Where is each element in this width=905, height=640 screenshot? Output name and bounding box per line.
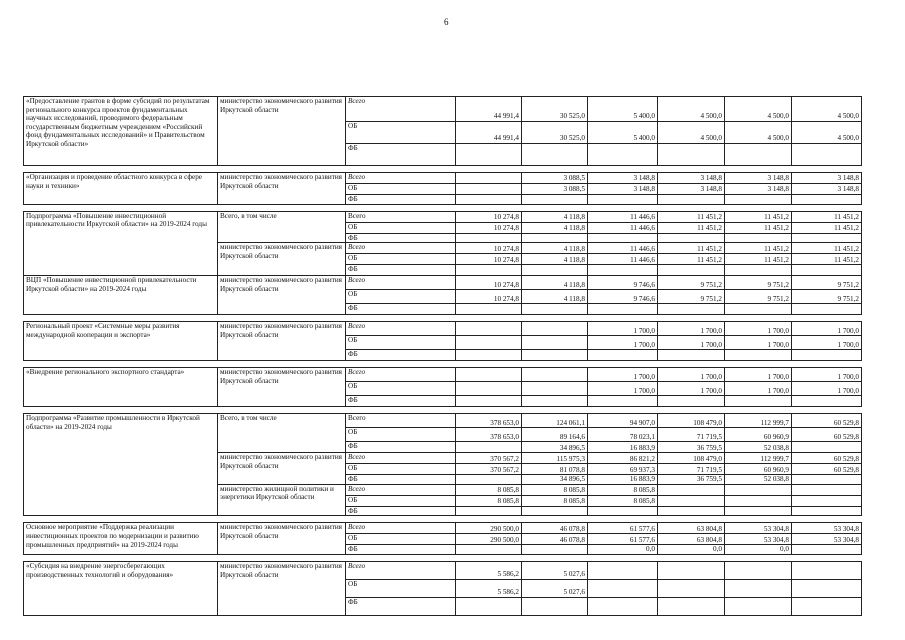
amount-cell <box>725 304 792 315</box>
block-gap <box>24 407 862 414</box>
amount-cell <box>522 545 588 555</box>
amount-cell: 60 960,9 <box>725 428 792 442</box>
funding-source-cell: Всего <box>346 368 456 382</box>
amount-cell: 8 085,8 <box>456 495 522 506</box>
amount-cell: 9 751,2 <box>725 276 792 290</box>
amount-cell: 60 960,9 <box>725 464 792 475</box>
program-name-cell: Подпрограмма «Развитие промышленности в Иркутской области» на 2019-2024 годы <box>24 414 218 516</box>
block-gap <box>24 554 862 561</box>
amount-cell: 94 907,0 <box>588 414 658 428</box>
amount-cell: 9 751,2 <box>725 290 792 304</box>
table-row <box>24 276 862 290</box>
amount-cell: 8 085,8 <box>456 484 522 495</box>
amount-cell: 8 085,8 <box>588 495 658 506</box>
amount-cell: 11 451,2 <box>725 254 792 265</box>
amount-cell: 4 500,0 <box>658 97 725 122</box>
amount-cell: 5 027,6 <box>522 579 588 597</box>
amount-cell: 124 061,1 <box>522 414 588 428</box>
amount-cell: 9 746,6 <box>588 290 658 304</box>
amount-cell: 4 118,8 <box>522 243 588 254</box>
funding-source-cell: ОБ <box>346 428 456 442</box>
gap-cell <box>24 315 862 322</box>
funding-source-cell: ОБ <box>346 382 456 396</box>
amount-cell <box>725 195 792 205</box>
amount-cell: 30 525,0 <box>522 97 588 122</box>
amount-cell: 3 088,5 <box>522 173 588 184</box>
amount-cell: 44 991,4 <box>456 122 522 144</box>
funding-source-cell: ФБ <box>346 545 456 555</box>
funding-source-cell: ФБ <box>346 304 456 315</box>
amount-cell: 9 751,2 <box>792 290 862 304</box>
amount-cell <box>792 506 862 516</box>
budget-table <box>23 96 862 616</box>
program-name-cell: «Предоставление грантов в форме субсидий по результатам регионального конкурса проектов фундаментальных научных исследований, проводимого федеральным государственным бюджетным учреждением «Российский фонд фундаментальных исследований» и Правительством Иркутской области» <box>24 97 218 166</box>
amount-cell: 89 164,6 <box>522 428 588 442</box>
funding-source-cell: ОБ <box>346 290 456 304</box>
amount-cell <box>588 506 658 516</box>
program-name-cell: Региональный проект «Системные меры развития международной кооперации и экспорта» <box>24 322 218 361</box>
amount-cell: 290 500,0 <box>456 523 522 534</box>
amount-cell: 11 451,2 <box>792 243 862 254</box>
amount-cell: 36 759,5 <box>658 442 725 453</box>
executor-cell: министерство экономического развития Иркутской области <box>218 276 346 315</box>
amount-cell <box>456 396 522 407</box>
amount-cell <box>588 350 658 361</box>
amount-cell <box>588 195 658 205</box>
amount-cell: 53 304,8 <box>792 523 862 534</box>
amount-cell: 4 500,0 <box>792 97 862 122</box>
amount-cell: 36 759,5 <box>658 475 725 485</box>
funding-source-cell: ФБ <box>346 195 456 205</box>
funding-source-cell: ФБ <box>346 475 456 485</box>
amount-cell: 52 038,8 <box>725 442 792 453</box>
funding-source-cell: ФБ <box>346 144 456 166</box>
amount-cell: 1 700,0 <box>658 382 725 396</box>
amount-cell: 1 700,0 <box>792 382 862 396</box>
amount-cell: 0,0 <box>588 545 658 555</box>
amount-cell: 0,0 <box>658 545 725 555</box>
amount-cell: 378 653,0 <box>456 428 522 442</box>
amount-cell: 46 078,8 <box>522 523 588 534</box>
amount-cell: 11 451,2 <box>658 254 725 265</box>
table-row <box>24 368 862 382</box>
amount-cell: 63 804,8 <box>658 534 725 545</box>
table-row <box>24 561 862 579</box>
amount-cell <box>588 233 658 243</box>
amount-cell <box>658 144 725 166</box>
amount-cell: 53 304,8 <box>792 534 862 545</box>
funding-source-cell: Всего <box>346 523 456 534</box>
amount-cell <box>456 368 522 382</box>
amount-cell: 11 451,2 <box>725 243 792 254</box>
amount-cell <box>522 350 588 361</box>
executor-cell: министерство экономического развития Иркутской области <box>218 322 346 361</box>
amount-cell: 3 148,8 <box>588 173 658 184</box>
amount-cell <box>588 561 658 579</box>
amount-cell <box>588 265 658 276</box>
amount-cell <box>456 475 522 485</box>
amount-cell: 1 700,0 <box>588 368 658 382</box>
amount-cell <box>658 265 725 276</box>
amount-cell <box>792 484 862 495</box>
gap-cell <box>24 407 862 414</box>
amount-cell: 10 274,8 <box>456 254 522 265</box>
block-gap <box>24 166 862 173</box>
funding-source-cell: Всего <box>346 243 456 254</box>
amount-cell <box>522 597 588 615</box>
funding-source-cell: Всего <box>346 484 456 495</box>
amount-cell <box>658 233 725 243</box>
amount-cell <box>725 233 792 243</box>
amount-cell: 1 700,0 <box>725 322 792 336</box>
amount-cell <box>456 336 522 350</box>
amount-cell: 4 118,8 <box>522 254 588 265</box>
amount-cell <box>725 579 792 597</box>
amount-cell <box>658 561 725 579</box>
amount-cell: 3 148,8 <box>792 184 862 195</box>
amount-cell <box>456 506 522 516</box>
amount-cell <box>456 144 522 166</box>
amount-cell: 63 804,8 <box>658 523 725 534</box>
amount-cell: 5 027,6 <box>522 561 588 579</box>
amount-cell: 11 451,2 <box>658 222 725 233</box>
amount-cell: 16 883,9 <box>588 442 658 453</box>
program-name-cell: «Организация и проведение областного конкурса в сфере науки и техники» <box>24 173 218 205</box>
amount-cell: 60 529,8 <box>792 453 862 464</box>
amount-cell: 108 479,0 <box>658 414 725 428</box>
amount-cell: 10 274,8 <box>456 243 522 254</box>
amount-cell <box>456 173 522 184</box>
amount-cell: 112 999,7 <box>725 414 792 428</box>
amount-cell: 370 567,2 <box>456 453 522 464</box>
amount-cell <box>658 495 725 506</box>
amount-cell: 3 088,5 <box>522 184 588 195</box>
amount-cell: 8 085,8 <box>522 484 588 495</box>
block-gap <box>24 204 862 211</box>
amount-cell: 10 274,8 <box>456 276 522 290</box>
executor-cell: Всего, в том числе <box>218 414 346 453</box>
amount-cell: 9 751,2 <box>658 290 725 304</box>
amount-cell: 3 148,8 <box>588 184 658 195</box>
funding-source-cell: ОБ <box>346 579 456 597</box>
program-name-cell: Основное мероприятие «Поддержка реализации инвестиционных проектов по модернизации и развитию промышленных предприятий» на 2019-2024 годы <box>24 523 218 555</box>
amount-cell <box>456 350 522 361</box>
amount-cell: 4 500,0 <box>792 122 862 144</box>
amount-cell: 11 451,2 <box>792 211 862 222</box>
executor-cell: Всего, в том числе <box>218 211 346 243</box>
amount-cell: 34 896,5 <box>522 475 588 485</box>
program-name-cell: «Внедрение регионального экспортного стандарта» <box>24 368 218 407</box>
funding-source-cell: ОБ <box>346 122 456 144</box>
amount-cell <box>725 506 792 516</box>
amount-cell: 9 751,2 <box>658 276 725 290</box>
funding-source-cell: ФБ <box>346 350 456 361</box>
block-gap <box>24 361 862 368</box>
table-row <box>24 322 862 336</box>
funding-source-cell: ОБ <box>346 534 456 545</box>
amount-cell <box>725 495 792 506</box>
amount-cell: 4 118,8 <box>522 276 588 290</box>
executor-cell: министерство экономического развития Иркутской области <box>218 97 346 166</box>
amount-cell: 108 479,0 <box>658 453 725 464</box>
gap-cell <box>24 166 862 173</box>
funding-source-cell: ФБ <box>346 442 456 453</box>
gap-cell <box>24 516 862 523</box>
amount-cell <box>522 322 588 336</box>
gap-cell <box>24 554 862 561</box>
amount-cell <box>456 265 522 276</box>
amount-cell <box>792 561 862 579</box>
table-row <box>24 97 862 122</box>
amount-cell <box>792 597 862 615</box>
amount-cell: 3 148,8 <box>725 184 792 195</box>
amount-cell <box>522 233 588 243</box>
amount-cell: 1 700,0 <box>792 368 862 382</box>
amount-cell: 11 451,2 <box>658 211 725 222</box>
amount-cell <box>792 233 862 243</box>
amount-cell <box>522 336 588 350</box>
amount-cell: 1 700,0 <box>725 382 792 396</box>
amount-cell <box>522 368 588 382</box>
amount-cell <box>522 265 588 276</box>
executor-cell: министерство экономического развития Иркутской области <box>218 368 346 407</box>
amount-cell: 115 975,3 <box>522 453 588 464</box>
amount-cell: 1 700,0 <box>725 336 792 350</box>
amount-cell: 53 304,8 <box>725 523 792 534</box>
amount-cell: 10 274,8 <box>456 290 522 304</box>
program-name-cell: Подпрограмма «Повышение инвестиционной привлекательности Иркутской области» на 2019-2024 годы <box>24 211 218 276</box>
amount-cell <box>522 144 588 166</box>
amount-cell <box>588 396 658 407</box>
amount-cell: 61 577,6 <box>588 523 658 534</box>
amount-cell <box>725 396 792 407</box>
amount-cell <box>456 233 522 243</box>
amount-cell: 370 567,2 <box>456 464 522 475</box>
amount-cell: 11 451,2 <box>725 211 792 222</box>
amount-cell: 3 148,8 <box>658 184 725 195</box>
amount-cell <box>725 597 792 615</box>
amount-cell: 1 700,0 <box>658 322 725 336</box>
amount-cell <box>658 597 725 615</box>
amount-cell: 11 446,6 <box>588 211 658 222</box>
amount-cell <box>658 484 725 495</box>
amount-cell <box>522 506 588 516</box>
amount-cell: 11 451,2 <box>725 222 792 233</box>
amount-cell <box>456 184 522 195</box>
amount-cell <box>658 350 725 361</box>
executor-cell: министерство экономического развития Иркутской области <box>218 561 346 615</box>
funding-source-cell: ОБ <box>346 464 456 475</box>
amount-cell: 11 446,6 <box>588 243 658 254</box>
amount-cell: 1 700,0 <box>588 336 658 350</box>
funding-source-cell: Всего <box>346 276 456 290</box>
amount-cell: 1 700,0 <box>588 382 658 396</box>
amount-cell: 60 529,8 <box>792 414 862 428</box>
amount-cell <box>792 442 862 453</box>
table-row <box>24 173 862 184</box>
amount-cell: 11 451,2 <box>792 222 862 233</box>
funding-source-cell: Всего <box>346 322 456 336</box>
amount-cell <box>522 304 588 315</box>
amount-cell: 4 118,8 <box>522 222 588 233</box>
amount-cell: 11 446,6 <box>588 222 658 233</box>
amount-cell <box>522 382 588 396</box>
amount-cell <box>725 350 792 361</box>
amount-cell <box>456 382 522 396</box>
amount-cell: 69 937,3 <box>588 464 658 475</box>
amount-cell <box>792 265 862 276</box>
amount-cell: 5 400,0 <box>588 97 658 122</box>
amount-cell: 9 746,6 <box>588 276 658 290</box>
amount-cell: 378 653,0 <box>456 414 522 428</box>
amount-cell <box>725 484 792 495</box>
amount-cell: 78 023,1 <box>588 428 658 442</box>
amount-cell: 60 529,8 <box>792 464 862 475</box>
amount-cell <box>658 579 725 597</box>
amount-cell: 60 529,8 <box>792 428 862 442</box>
amount-cell: 4 500,0 <box>725 122 792 144</box>
executor-cell: министерство экономического развития Иркутской области <box>218 173 346 205</box>
funding-source-cell: Всего <box>346 97 456 122</box>
amount-cell <box>725 144 792 166</box>
funding-source-cell: Всего <box>346 211 456 222</box>
funding-source-cell: ОБ <box>346 336 456 350</box>
amount-cell: 4 118,8 <box>522 290 588 304</box>
amount-cell: 30 525,0 <box>522 122 588 144</box>
amount-cell: 71 719,5 <box>658 464 725 475</box>
amount-cell: 3 148,8 <box>658 173 725 184</box>
amount-cell: 61 577,6 <box>588 534 658 545</box>
amount-cell: 44 991,4 <box>456 97 522 122</box>
amount-cell <box>792 579 862 597</box>
table-row <box>24 211 862 222</box>
amount-cell <box>725 265 792 276</box>
amount-cell: 86 821,2 <box>588 453 658 464</box>
table-row <box>24 414 862 428</box>
funding-source-cell: ОБ <box>346 254 456 265</box>
amount-cell <box>792 495 862 506</box>
program-name-cell: «Субсидия на внедрение энергосберегающих производственных технологий и оборудования» <box>24 561 218 615</box>
amount-cell: 8 085,8 <box>588 484 658 495</box>
amount-cell <box>522 396 588 407</box>
amount-cell <box>522 195 588 205</box>
funding-source-cell: ФБ <box>346 506 456 516</box>
amount-cell: 10 274,8 <box>456 222 522 233</box>
amount-cell: 81 078,8 <box>522 464 588 475</box>
amount-cell: 71 719,5 <box>658 428 725 442</box>
amount-cell <box>456 304 522 315</box>
amount-cell <box>588 579 658 597</box>
amount-cell <box>456 322 522 336</box>
block-gap <box>24 315 862 322</box>
amount-cell <box>658 304 725 315</box>
amount-cell: 5 586,2 <box>456 561 522 579</box>
amount-cell <box>456 597 522 615</box>
amount-cell <box>658 506 725 516</box>
amount-cell: 4 500,0 <box>725 97 792 122</box>
amount-cell <box>658 195 725 205</box>
amount-cell: 1 700,0 <box>658 336 725 350</box>
amount-cell: 0,0 <box>725 545 792 555</box>
gap-cell <box>24 204 862 211</box>
amount-cell: 11 451,2 <box>792 254 862 265</box>
program-name-cell: ВЦП «Повышение инвестиционной привлекательности Иркутской области» на 2019-2024 годы <box>24 276 218 315</box>
amount-cell: 8 085,8 <box>522 495 588 506</box>
amount-cell: 1 700,0 <box>792 322 862 336</box>
funding-source-cell: Всего <box>346 561 456 579</box>
executor-cell: министерство экономического развития Иркутской области <box>218 243 346 276</box>
funding-source-cell: ФБ <box>346 265 456 276</box>
amount-cell <box>456 442 522 453</box>
amount-cell: 1 700,0 <box>658 368 725 382</box>
amount-cell <box>792 545 862 555</box>
funding-source-cell: ОБ <box>346 222 456 233</box>
amount-cell: 11 446,6 <box>588 254 658 265</box>
amount-cell <box>588 144 658 166</box>
funding-source-cell: Всего <box>346 173 456 184</box>
amount-cell: 4 118,8 <box>522 211 588 222</box>
funding-source-cell: ФБ <box>346 597 456 615</box>
amount-cell: 5 586,2 <box>456 579 522 597</box>
amount-cell: 1 700,0 <box>725 368 792 382</box>
amount-cell <box>658 396 725 407</box>
amount-cell: 10 274,8 <box>456 211 522 222</box>
amount-cell: 53 304,8 <box>725 534 792 545</box>
amount-cell <box>456 545 522 555</box>
executor-cell: министерство экономического развития Иркутской области <box>218 453 346 485</box>
executor-cell: министерство экономического развития Иркутской области <box>218 523 346 555</box>
amount-cell: 11 451,2 <box>658 243 725 254</box>
amount-cell: 4 500,0 <box>658 122 725 144</box>
amount-cell: 52 038,8 <box>725 475 792 485</box>
funding-source-cell: Всего <box>346 414 456 428</box>
amount-cell: 1 700,0 <box>792 336 862 350</box>
block-gap <box>24 516 862 523</box>
amount-cell: 9 751,2 <box>792 276 862 290</box>
amount-cell <box>792 144 862 166</box>
funding-source-cell: ОБ <box>346 495 456 506</box>
amount-cell: 1 700,0 <box>588 322 658 336</box>
amount-cell: 46 078,8 <box>522 534 588 545</box>
funding-source-cell: Всего <box>346 453 456 464</box>
page-number: 6 <box>444 17 449 27</box>
funding-source-cell: ОБ <box>346 184 456 195</box>
amount-cell <box>792 195 862 205</box>
funding-source-cell: ФБ <box>346 396 456 407</box>
amount-cell: 5 400,0 <box>588 122 658 144</box>
amount-cell <box>792 475 862 485</box>
amount-cell <box>792 304 862 315</box>
amount-cell <box>588 304 658 315</box>
amount-cell: 16 883,9 <box>588 475 658 485</box>
executor-cell: министерство жилищной политики и энергетики Иркутской области <box>218 484 346 516</box>
amount-cell: 3 148,8 <box>792 173 862 184</box>
gap-cell <box>24 361 862 368</box>
amount-cell <box>725 561 792 579</box>
amount-cell <box>792 350 862 361</box>
table-row <box>24 523 862 534</box>
amount-cell <box>456 195 522 205</box>
amount-cell: 290 500,0 <box>456 534 522 545</box>
amount-cell: 3 148,8 <box>725 173 792 184</box>
amount-cell <box>588 597 658 615</box>
funding-source-cell: ФБ <box>346 233 456 243</box>
amount-cell <box>792 396 862 407</box>
amount-cell: 34 896,5 <box>522 442 588 453</box>
amount-cell: 112 999,7 <box>725 453 792 464</box>
